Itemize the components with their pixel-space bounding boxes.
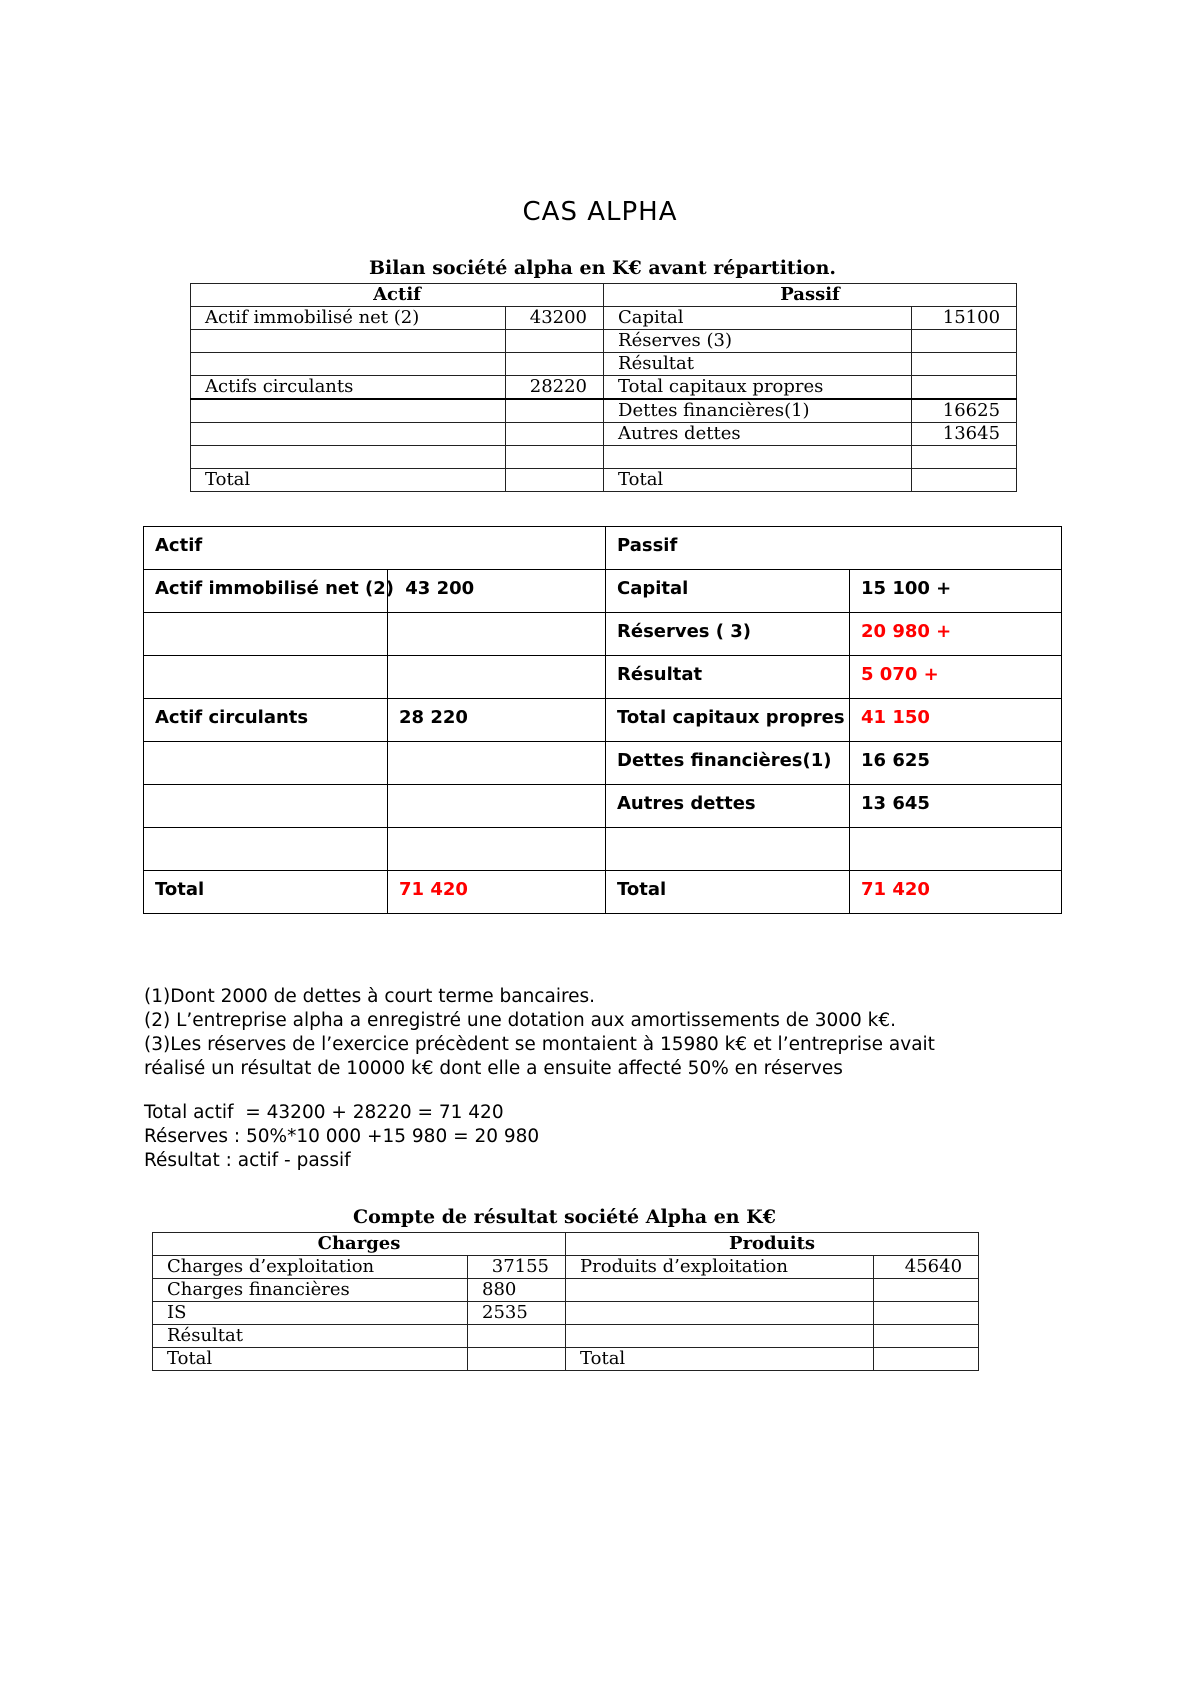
calculation-line: Résultat : actif - passif (144, 1150, 351, 1171)
table-cell: 880 (468, 1279, 566, 1302)
table-cell: IS (153, 1302, 468, 1325)
table-cell (388, 742, 606, 785)
table-cell (506, 399, 604, 423)
table-cell: 15 100 + (850, 570, 1062, 613)
bilan-scan-caption: Bilan société alpha en K€ avant répartition. (368, 257, 837, 279)
table-cell: 15100 (912, 307, 1017, 330)
table-cell: 71 420 (850, 871, 1062, 914)
bilan-header-passif: Passif (606, 527, 1062, 570)
table-cell (191, 330, 506, 353)
table-cell (912, 353, 1017, 376)
table-cell: 43 200 (388, 570, 606, 613)
table-cell (874, 1325, 979, 1348)
calculation-line: Réserves : 50%*10 000 +15 980 = 20 980 (144, 1126, 540, 1147)
table-cell: Résultat (604, 353, 912, 376)
table-cell: Actif immobilisé net (2) (144, 570, 388, 613)
footnote: (3)Les réserves de l’exercice précèdent se montaient à 15980 k€ et l’entreprise avait (144, 1034, 935, 1055)
table-cell (144, 613, 388, 656)
table-cell: 71 420 (388, 871, 606, 914)
table-cell: 13 645 (850, 785, 1062, 828)
bilan-scan-header-passif: Passif (604, 284, 1017, 307)
bilan-header-actif: Actif (144, 527, 606, 570)
calculation-line: Total actif = 43200 + 28220 = 71 420 (144, 1102, 504, 1123)
table-cell: 5 070 + (850, 656, 1062, 699)
table-cell (388, 785, 606, 828)
table-cell: Actifs circulants (191, 376, 506, 400)
table-cell: 20 980 + (850, 613, 1062, 656)
table-cell (912, 330, 1017, 353)
table-cell (191, 353, 506, 376)
table-cell: 28220 (506, 376, 604, 400)
table-cell (191, 446, 506, 469)
table-cell: Dettes financières(1) (606, 742, 850, 785)
table-cell: Résultat (606, 656, 850, 699)
table-cell (874, 1279, 979, 1302)
table-cell (468, 1325, 566, 1348)
bilan-scan-table (190, 283, 1017, 492)
table-cell (912, 376, 1017, 400)
table-cell (874, 1348, 979, 1371)
table-cell: Total (606, 871, 850, 914)
table-cell (566, 1325, 874, 1348)
calculations (144, 1101, 539, 1173)
table-cell: 2535 (468, 1302, 566, 1325)
table-cell (144, 742, 388, 785)
table-cell: 16625 (912, 399, 1017, 423)
table-cell (506, 469, 604, 492)
table-cell (566, 1279, 874, 1302)
compte-resultat-header-produits: Produits (566, 1233, 979, 1256)
table-cell: Produits d’exploitation (566, 1256, 874, 1279)
table-cell: Total (153, 1348, 468, 1371)
table-cell: 37155 (468, 1256, 566, 1279)
table-cell (912, 446, 1017, 469)
footnotes (144, 985, 935, 1081)
table-cell (388, 828, 606, 871)
table-cell (468, 1348, 566, 1371)
table-cell (388, 613, 606, 656)
compte-resultat-header-charges: Charges (153, 1233, 566, 1256)
table-cell (874, 1302, 979, 1325)
table-cell: Total (604, 469, 912, 492)
footnote: (1)Dont 2000 de dettes à court terme bancaires. (144, 986, 596, 1007)
table-cell (912, 469, 1017, 492)
table-cell: Réserves (3) (604, 330, 912, 353)
table-cell (388, 656, 606, 699)
table-cell: Actif circulants (144, 699, 388, 742)
table-cell: 45640 (874, 1256, 979, 1279)
table-cell (191, 399, 506, 423)
table-cell (144, 828, 388, 871)
table-cell (144, 785, 388, 828)
table-cell: Total (144, 871, 388, 914)
footnote: (2) L’entreprise alpha a enregistré une dotation aux amortissements de 3000 k€. (144, 1010, 897, 1031)
table-cell: Capital (604, 307, 912, 330)
table-cell (604, 446, 912, 469)
table-cell (566, 1302, 874, 1325)
table-cell (606, 828, 850, 871)
table-cell: Total capitaux propres (604, 376, 912, 400)
table-cell (506, 330, 604, 353)
table-cell: Total (191, 469, 506, 492)
table-cell: 13645 (912, 423, 1017, 446)
footnote: réalisé un résultat de 10000 k€ dont elle a ensuite affecté 50% en réserves (144, 1058, 843, 1079)
table-cell: Résultat (153, 1325, 468, 1348)
table-cell (506, 353, 604, 376)
table-cell: 16 625 (850, 742, 1062, 785)
table-cell: Charges d’exploitation (153, 1256, 468, 1279)
table-cell: 28 220 (388, 699, 606, 742)
table-cell (191, 423, 506, 446)
table-cell: Actif immobilisé net (2) (191, 307, 506, 330)
compte-resultat-table (152, 1232, 979, 1371)
bilan-table (143, 526, 1062, 914)
table-cell (144, 656, 388, 699)
table-cell: Capital (606, 570, 850, 613)
table-cell (850, 828, 1062, 871)
table-cell: Total capitaux propres (606, 699, 850, 742)
table-cell: Réserves ( 3) (606, 613, 850, 656)
table-cell: Total (566, 1348, 874, 1371)
table-cell: Dettes financières(1) (604, 399, 912, 423)
table-cell: Autres dettes (604, 423, 912, 446)
table-cell (506, 446, 604, 469)
table-cell (506, 423, 604, 446)
bilan-scan-header-actif: Actif (191, 284, 604, 307)
table-cell: 41 150 (850, 699, 1062, 742)
table-cell: Charges financières (153, 1279, 468, 1302)
page-title: CAS ALPHA (522, 197, 678, 227)
table-cell: 43200 (506, 307, 604, 330)
compte-resultat-caption: Compte de résultat société Alpha en K€ (353, 1206, 776, 1228)
table-cell: Autres dettes (606, 785, 850, 828)
